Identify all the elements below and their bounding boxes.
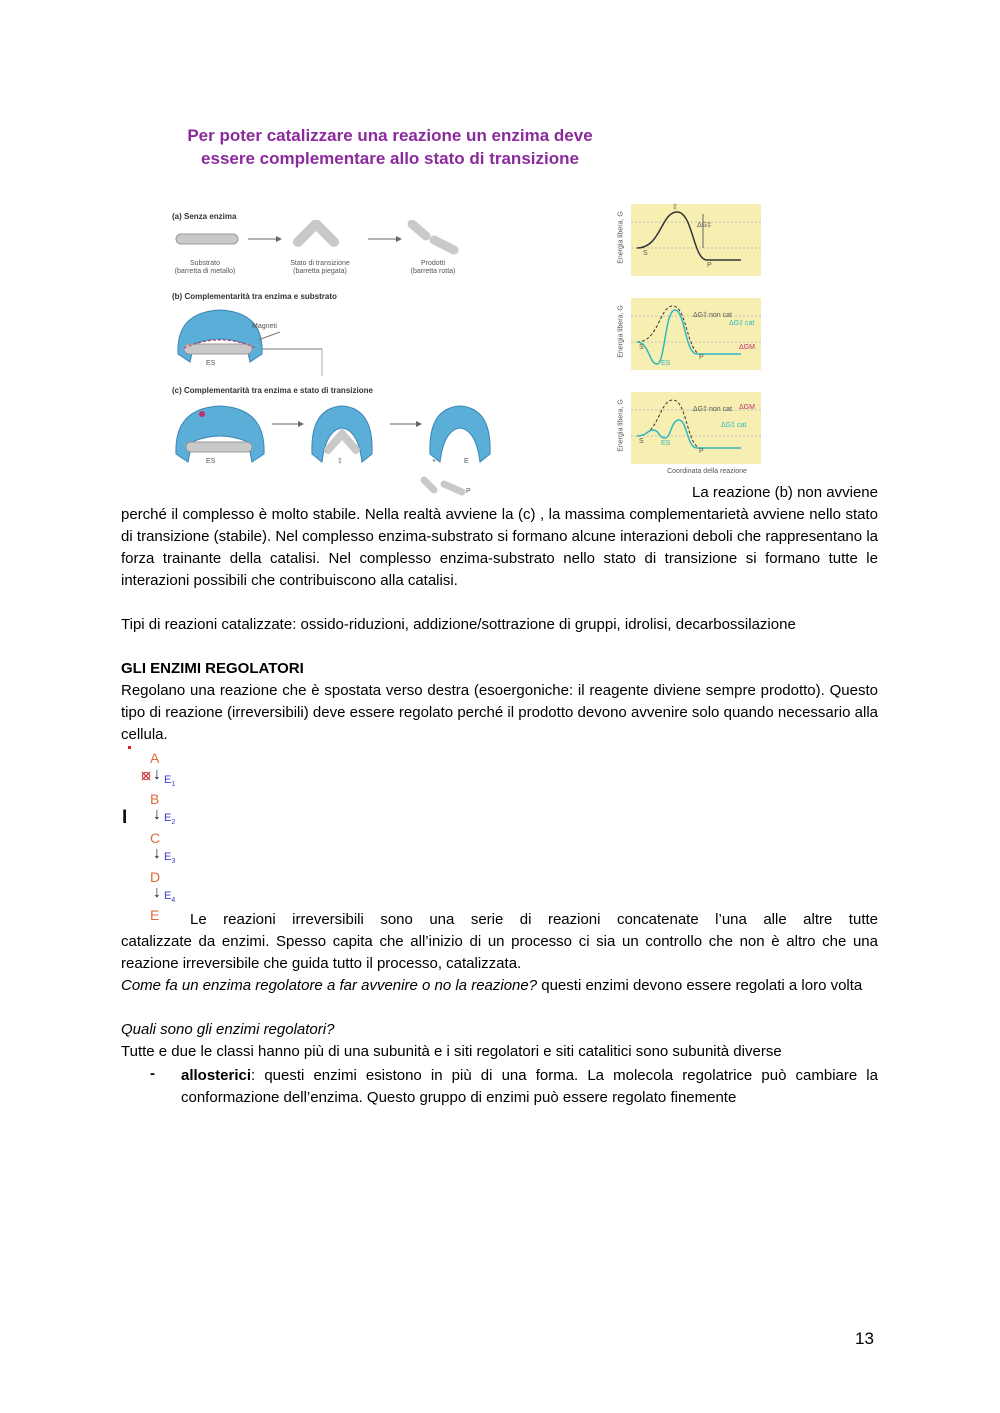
enzyme-label-1: E [164,774,172,786]
panel-c-es-label: ES [206,458,216,465]
enzyme-sub-3: 3 [171,858,176,866]
figure-title [122,124,658,170]
chart-b-s: S [639,344,644,351]
pathway-enzyme-3 [164,851,175,865]
pathway-letter-e: E [150,907,160,923]
enzyme-sub-1: 1 [171,781,176,789]
chart-c-es: ES [661,440,671,447]
arrow-icon: ↓ [153,845,161,862]
pathway-letter-b: B [150,791,160,807]
caption-products-detail: (barretta rotta) [410,268,456,275]
chart-b-dgm: ΔGM [739,344,755,351]
chart-a-curve [631,204,761,276]
arrow-icon: ↓ [153,806,161,823]
chart-c-dg-noncat: ΔG‡ non cat [693,406,732,413]
chart-b-area [631,298,761,370]
metabolic-pathway-diagram [122,750,188,923]
figure-title-line-1: Per poter catalizzare una reazione un enzima deve [187,126,593,145]
caption-transition: Stato di transizione [290,260,350,267]
products-caption [390,260,476,276]
chart-c-p: P [699,448,704,455]
paragraph-1: perché il complesso è molto stabile. Nella realtà avviene la (c) , la massima complementarietà avviene nello stato di transizione (stabile). Nel complesso enzima-substrato si formano alcune interazioni deboli che rappresentano la forza trainante della catalisi. Nel complesso enzima-substrato nello stato di transizione si formano tutte le interazioni possibili che contribuiscono alla catalisi. [121,506,878,589]
red-dot-mark [128,746,131,749]
energy-chart-a [617,204,763,276]
paragraph-4: catalizzate da enzimi. Spesso capita che all’inizio di un processo ci sia un controllo che non è altro che una reazione irreversibile che guida tutto il processo, catalizzata. [121,933,878,972]
paragraph-reaction-types: Tipi di reazioni catalizzate: ossido-riduzioni, addizione/sottrazione di gruppi, idrolisi, decarbossilazione [121,616,796,633]
panel-c-plus: + [432,458,437,465]
caption-substrate: Substrato [190,260,220,267]
chart-a-ylabel: Energia libera, G [617,211,625,264]
question-1: Come fa un enzima regolatore a far avvenire o no la reazione? [121,977,538,994]
pathway-enzyme-4 [164,890,175,904]
pathway-letter-a: A [150,750,160,766]
question-2: Quali sono gli enzimi regolatori? [121,1021,335,1038]
question-1-block [121,975,878,997]
panel-b-es-label: ES [206,360,216,367]
chart-a-s: S [643,250,648,257]
bullet-mark: - [150,1065,155,1082]
chart-b-es: ES [661,360,671,367]
enzyme-label-3: E [164,851,172,863]
panel-c-illustration [172,400,502,498]
paragraph-regulators: Regolano una reazione che è spostata verso destra (esoergoniche: il reagente diviene sempre prodotto). Questo tipo di reazione (irreversibili) deve essere regolato perché il prodotto devono avvenire solo quando necessario alla cellula. [121,682,878,743]
paragraph-1-first-line: La reazione (b) non avviene [692,484,878,501]
bullet-description: : questi enzimi esistono in più di una forma. La molecola regolatrice può cambiare la conformazione dell’enzima. Questo gruppo di enzimi può essere regolato finemente [181,1067,878,1106]
panel-c-p-label: P [466,488,471,495]
paragraph-4-first-line: Le reazioni irreversibili sono una serie di reazioni concatenate l’una alle altre tutte [190,911,878,928]
enzyme-label-4: E [164,890,172,902]
pathway-bar: I [122,807,128,828]
arrow-icon: ↓ [153,884,161,901]
bullet-term: allosterici [181,1067,252,1084]
chart-xlabel: Coordinata della reazione [667,468,747,475]
enzyme-sub-2: 2 [171,819,176,827]
panel-a-label: (a) Senza enzima [172,212,237,221]
pathway-enzyme-2 [164,812,175,826]
bullet-item-allosterici [181,1065,878,1109]
chart-c-ylabel: Energia libera, G [617,399,625,452]
chart-a-dg: ΔG‡ [697,222,712,229]
inhibition-cross-icon [141,771,151,781]
caption-transition-detail: (barretta piegata) [293,268,347,275]
magnets-label: Magneti [252,323,277,330]
enzyme-complementarity-figure [122,122,755,500]
substrate-caption [160,260,250,276]
chart-c-dg-cat: ΔG‡ cat [721,422,747,429]
section-heading: GLI ENZIMI REGOLATORI [121,660,304,677]
chart-a-ts: ‡ [673,204,677,211]
paragraph-classes: Tutte e due le classi hanno più di una subunità e i siti regolatori e siti catalitici sono subunità diverse [121,1043,782,1060]
page-number: 13 [855,1329,874,1348]
panel-c-label: (c) Complementarità tra enzima e stato di transizione [172,386,373,395]
question-1-answer: questi enzimi devono essere regolati a loro volta [537,977,863,994]
pathway-letter-c: C [150,830,161,846]
chart-b-p: P [699,354,704,361]
figure-title-line-2: essere complementare allo stato di transizione [201,149,579,168]
panel-b-label: (b) Complementarità tra enzima e substrato [172,292,337,301]
caption-substrate-detail: (barretta di metallo) [174,268,236,275]
pathway-letter-d: D [150,869,161,885]
chart-b-curve [631,298,761,370]
panel-c-e-label: E [464,458,469,465]
energy-chart-c [617,392,763,464]
chart-b-dg-noncat: ΔG‡ non cat [693,312,732,319]
chart-b-dg-cat: ΔG‡ cat [729,320,755,327]
arrow-icon: ↓ [153,766,161,783]
energy-chart-b [617,298,763,370]
transition-caption [272,260,368,276]
pathway-enzyme-1 [164,774,175,788]
enzyme-label-2: E [164,812,172,824]
chart-a-p: P [707,262,712,269]
enzyme-sub-4: 4 [171,897,176,905]
chart-c-dgm: ΔGM [739,404,755,411]
chart-c-s: S [639,438,644,445]
panel-c-ts-label: ‡ [338,458,342,465]
caption-products: Prodotti [420,260,446,267]
chart-b-ylabel: Energia libera, G [617,305,625,358]
chart-a-area [631,204,761,276]
